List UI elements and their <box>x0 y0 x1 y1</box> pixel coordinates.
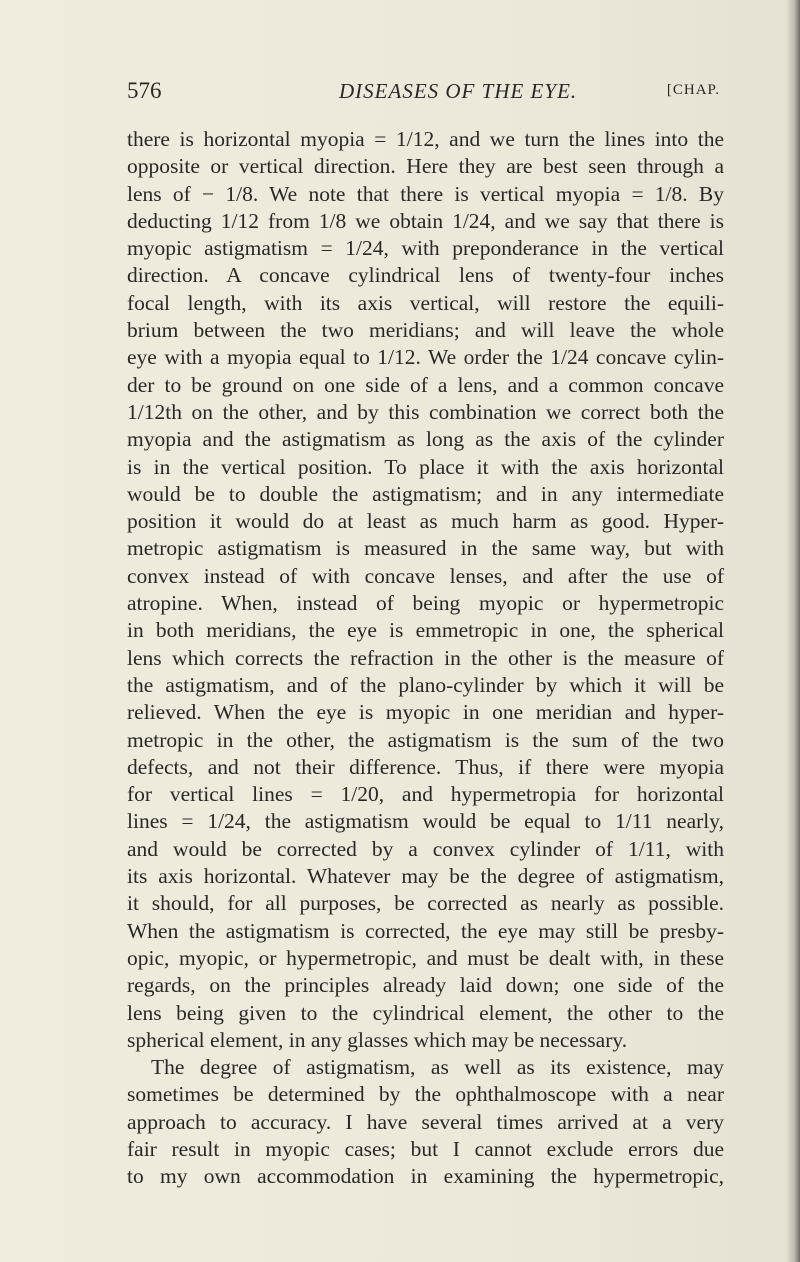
text-line: is in the vertical position. To place it with the axis horizontal <box>127 454 724 479</box>
text-line: focal length, with its axis vertical, will restore the equili- <box>127 290 724 315</box>
text-line: to my own accommodation in examining the hypermetropic, <box>127 1164 724 1189</box>
text-line: der to be ground on one side of a lens, and a common concave <box>127 372 724 397</box>
text-line: opposite or vertical direction. Here they are best seen through a <box>127 154 724 179</box>
text-line: it should, for all purposes, be corrected as nearly as possible. <box>127 891 724 916</box>
text-line: lens of − 1/8. We note that there is vertical myopia = 1/8. By <box>127 181 724 206</box>
page-header <box>127 78 720 112</box>
text-line: metropic in the other, the astigmatism is the sum of the two <box>127 727 724 752</box>
text-line: approach to accuracy. I have several times arrived at a very <box>127 1109 724 1134</box>
text-line: would be to double the astigmatism; and in any intermediate <box>127 481 724 506</box>
text-line: eye with a myopia equal to 1/12. We order the 1/24 concave cylin- <box>127 345 724 370</box>
text-line: lens being given to the cylindrical element, the other to the <box>127 1000 724 1025</box>
body-text <box>127 126 724 1191</box>
text-line: defects, and not their difference. Thus, if there were myopia <box>127 754 724 779</box>
text-line: When the astigmatism is corrected, the eye may still be presby- <box>127 918 724 943</box>
page-edge-shadow <box>786 0 800 1262</box>
text-line: brium between the two meridians; and will leave the whole <box>127 318 724 343</box>
text-line: fair result in myopic cases; but I cannot exclude errors due <box>127 1136 724 1161</box>
text-line: atropine. When, instead of being myopic or hypermetropic <box>127 591 724 616</box>
text-line: direction. A concave cylindrical lens of twenty-four inches <box>127 263 724 288</box>
text-line: myopic astigmatism = 1/24, with preponderance in the vertical <box>127 236 724 261</box>
running-title: DISEASES OF THE EYE. <box>339 79 578 103</box>
text-line: lines = 1/24, the astigmatism would be equal to 1/11 nearly, <box>127 809 724 834</box>
text-line: deducting 1/12 from 1/8 we obtain 1/24, and we say that there is <box>127 208 724 233</box>
text-line: The degree of astigmatism, as well as its existence, may <box>151 1055 724 1080</box>
text-line: lens which corrects the refraction in the other is the measure of <box>127 645 724 670</box>
chapter-marker: [CHAP. <box>666 82 720 98</box>
text-line: opic, myopic, or hypermetropic, and must be dealt with, in these <box>127 945 724 970</box>
text-line: regards, on the principles already laid down; one side of the <box>127 973 724 998</box>
text-line: in both meridians, the eye is emmetropic in one, the spherical <box>127 618 724 643</box>
text-line: convex instead of with concave lenses, and after the use of <box>127 563 724 588</box>
text-line: there is horizontal myopia = 1/12, and we turn the lines into the <box>127 127 724 151</box>
text-line: position it would do at least as much harm as good. Hyper- <box>127 509 724 534</box>
text-line: relieved. When the eye is myopic in one meridian and hyper- <box>127 700 724 725</box>
text-line: spherical element, in any glasses which may be necessary. <box>127 1027 628 1052</box>
page-number: 576 <box>127 78 162 103</box>
text-line: sometimes be determined by the ophthalmoscope with a near <box>127 1082 724 1107</box>
text-line: metropic astigmatism is measured in the same way, but with <box>127 536 724 561</box>
text-line: its axis horizontal. Whatever may be the degree of astigmatism, <box>127 864 724 889</box>
text-line: and would be corrected by a convex cylinder of 1/11, with <box>127 836 724 861</box>
text-line: the astigmatism, and of the plano-cylinder by which it will be <box>127 672 724 697</box>
text-line: for vertical lines = 1/20, and hypermetropia for horizontal <box>127 782 724 807</box>
text-line: myopia and the astigmatism as long as the axis of the cylinder <box>127 427 724 452</box>
text-line: 1/12th on the other, and by this combination we correct both the <box>127 399 724 424</box>
